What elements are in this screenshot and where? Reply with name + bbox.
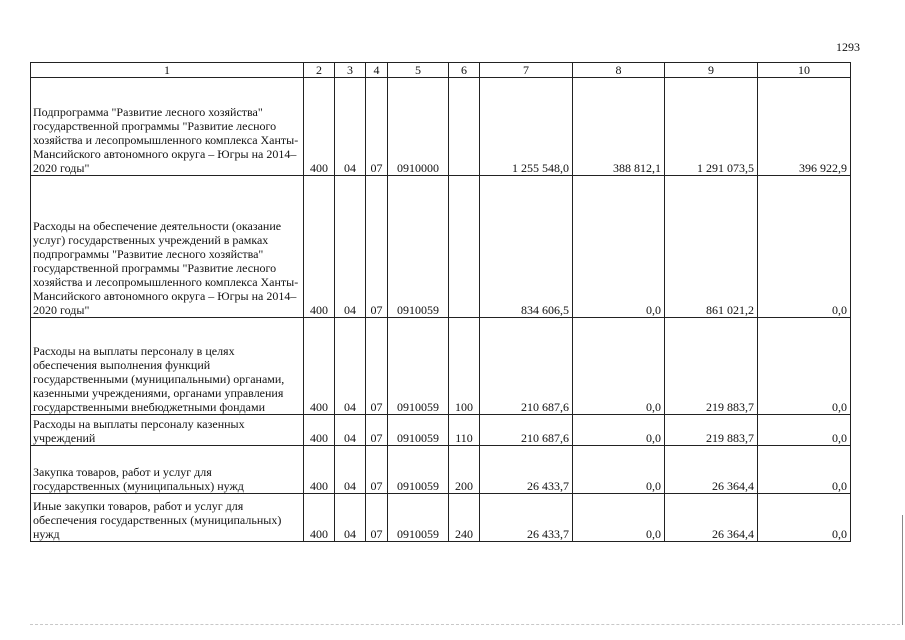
cell-subsection: 07: [366, 446, 388, 494]
cell-amount: 0,0: [573, 415, 665, 446]
cell-amount: 0,0: [758, 494, 851, 542]
cell-subsection: 07: [366, 494, 388, 542]
cell-amount: 0,0: [758, 415, 851, 446]
cell-amount: 0,0: [573, 318, 665, 415]
col-header: 4: [366, 63, 388, 78]
page-number: 1293: [836, 40, 860, 54]
cell-expense-type: [449, 176, 480, 318]
cell-amount: 219 883,7: [665, 415, 758, 446]
cell-amount: 26 364,4: [665, 446, 758, 494]
col-header: 9: [665, 63, 758, 78]
table-row: [31, 318, 851, 415]
row-description: Подпрограмма "Развитие лесного хозяйства" государственной программы "Развитие лесного хозяйства и лесопромышленного комплекса Ханты-Мансийского автономного округа – Югры на 2014–2020 годы": [31, 78, 304, 176]
cell-subsection: 07: [366, 176, 388, 318]
cell-section: 04: [335, 446, 366, 494]
cell-amount: 210 687,6: [480, 318, 573, 415]
cell-code: 400: [304, 176, 335, 318]
cell-section: 04: [335, 78, 366, 176]
col-header: 2: [304, 63, 335, 78]
cell-amount: 1 291 073,5: [665, 78, 758, 176]
cell-expense-type: 110: [449, 415, 480, 446]
cell-expense-type: [449, 78, 480, 176]
cell-expense-type: 100: [449, 318, 480, 415]
cell-amount: 26 433,7: [480, 446, 573, 494]
cell-code: 400: [304, 78, 335, 176]
row-description: Расходы на обеспечение деятельности (оказание услуг) государственных учреждений в рамках подпрограммы "Развитие лесного хозяйства" государственной программы "Развитие лесного хозяйства и лесопромышленного комплекса Ханты-Мансийского автономного округа – Югры на 2014–2020 годы": [31, 176, 304, 318]
col-header: 5: [388, 63, 449, 78]
cell-amount: 210 687,6: [480, 415, 573, 446]
cell-code: 400: [304, 494, 335, 542]
cell-expense-type: 200: [449, 446, 480, 494]
scan-edge-line: [902, 515, 903, 625]
row-description: Иные закупки товаров, работ и услуг для обеспечения государственных (муниципальных) нужд: [31, 494, 304, 542]
cell-amount: 861 021,2: [665, 176, 758, 318]
col-header: 6: [449, 63, 480, 78]
cell-amount: 0,0: [758, 318, 851, 415]
scan-artifact-line: [30, 624, 900, 625]
cell-code: 400: [304, 415, 335, 446]
cell-amount: 0,0: [573, 176, 665, 318]
row-description: Расходы на выплаты персоналу в целях обеспечения выполнения функций государственными (муниципальными) органами, казенными учреждениями, органами управления государственными внебюджетными фондами: [31, 318, 304, 415]
col-header: 10: [758, 63, 851, 78]
col-header: 7: [480, 63, 573, 78]
table-row: [31, 415, 851, 446]
row-description: Расходы на выплаты персоналу казенных учреждений: [31, 415, 304, 446]
col-header: 8: [573, 63, 665, 78]
col-header: 3: [335, 63, 366, 78]
cell-amount: 26 364,4: [665, 494, 758, 542]
table-row: [31, 176, 851, 318]
cell-amount: 0,0: [758, 176, 851, 318]
cell-amount: 0,0: [573, 494, 665, 542]
cell-expense-type: 240: [449, 494, 480, 542]
row-description: Закупка товаров, работ и услуг для государственных (муниципальных) нужд: [31, 446, 304, 494]
cell-section: 04: [335, 176, 366, 318]
budget-table: [30, 62, 851, 542]
cell-amount: 396 922,9: [758, 78, 851, 176]
table-row: [31, 494, 851, 542]
cell-code: 400: [304, 318, 335, 415]
cell-amount: 0,0: [758, 446, 851, 494]
table-row: [31, 78, 851, 176]
header-row: [31, 63, 851, 78]
cell-section: 04: [335, 318, 366, 415]
cell-target-article: 0910059: [388, 494, 449, 542]
cell-amount: 26 433,7: [480, 494, 573, 542]
cell-section: 04: [335, 415, 366, 446]
cell-subsection: 07: [366, 78, 388, 176]
table-row: [31, 446, 851, 494]
cell-amount: 0,0: [573, 446, 665, 494]
cell-amount: 388 812,1: [573, 78, 665, 176]
cell-code: 400: [304, 446, 335, 494]
cell-target-article: 0910059: [388, 415, 449, 446]
cell-subsection: 07: [366, 318, 388, 415]
cell-amount: 219 883,7: [665, 318, 758, 415]
cell-target-article: 0910059: [388, 176, 449, 318]
cell-target-article: 0910000: [388, 78, 449, 176]
col-header: 1: [31, 63, 304, 78]
cell-amount: 1 255 548,0: [480, 78, 573, 176]
cell-section: 04: [335, 494, 366, 542]
cell-target-article: 0910059: [388, 446, 449, 494]
cell-subsection: 07: [366, 415, 388, 446]
cell-amount: 834 606,5: [480, 176, 573, 318]
cell-target-article: 0910059: [388, 318, 449, 415]
